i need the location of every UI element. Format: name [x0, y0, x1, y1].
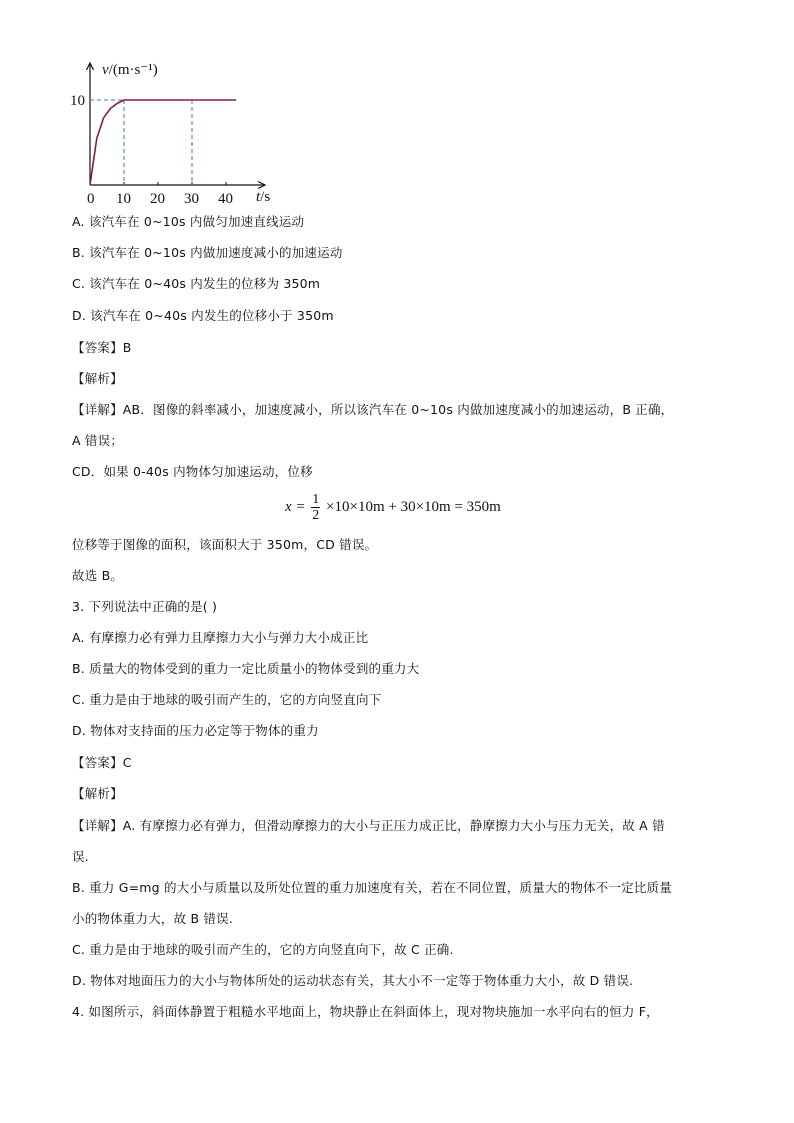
q2-conclusion: 故选 B。 — [72, 568, 124, 583]
q2-option-a: A. 该汽车在 0~10s 内做匀加速直线运动 — [72, 214, 305, 229]
q3-detail-line-3: B. 重力 G=mg 的大小与质量以及所处位置的重力加速度有关，若在不同位置，质量大的物体不一定比质量 — [72, 880, 672, 895]
q2-detail-line-4: 位移等于图像的面积，该面积大于 350m，CD 错误。 — [72, 537, 378, 552]
q2-detail-line-2: A 错误； — [72, 433, 124, 448]
displacement-formula — [285, 492, 501, 523]
x-origin-label: 0 — [87, 191, 95, 205]
x-tick-label-10: 10 — [116, 191, 131, 205]
q3-detail-line-4: 小的物体重力大，故 B 错误. — [72, 911, 233, 926]
x-axis-label: t/s — [256, 189, 271, 205]
x-tick-label-30: 30 — [184, 191, 199, 205]
graph-axes — [87, 63, 266, 189]
q3-detail-line-6: D. 物体对地面压力的大小与物体所处的运动状态有关，其大小不一定等于物体重力大小，故 D 错误. — [72, 973, 634, 988]
q3-answer: 【答案】C — [72, 755, 132, 770]
q3-option-c: C. 重力是由于地球的吸引而产生的，它的方向竖直向下 — [72, 692, 382, 707]
q2-option-d: D. 该汽车在 0~40s 内发生的位移小于 350m — [72, 308, 334, 323]
q3-option-d: D. 物体对支持面的压力必定等于物体的重力 — [72, 723, 319, 738]
q3-analysis-label: 【解析】 — [72, 786, 123, 801]
formula-rhs: ×10×10m + 30×10m = 350m — [326, 498, 501, 515]
q2-analysis-label: 【解析】 — [72, 371, 123, 386]
fraction-numerator: 1 — [312, 492, 320, 507]
q3-option-b: B. 质量大的物体受到的重力一定比质量小的物体受到的重力大 — [72, 661, 420, 676]
y-tick-10: 10 — [70, 93, 85, 109]
q3-detail-line-2: 误. — [72, 849, 89, 864]
q3-detail-line-1: 【详解】A. 有摩擦力必有弹力，但滑动摩擦力的大小与正压力成正比，静摩擦力大小与压力无关，故 A 错 — [72, 818, 665, 833]
y-axis-label: v/(m·s⁻¹) — [102, 62, 158, 78]
graph-guide-lines — [90, 100, 192, 185]
x-tick-label-20: 20 — [150, 191, 165, 205]
q2-detail-line-1: 【详解】AB．图像的斜率减小，加速度减小，所以该汽车在 0~10s 内做加速度减小的加速运动，B 正确， — [72, 402, 674, 417]
q2-option-b: B. 该汽车在 0~10s 内做加速度减小的加速运动 — [72, 245, 343, 260]
formula-fraction — [311, 492, 320, 523]
q3-detail-line-5: C. 重力是由于地球的吸引而产生的，它的方向竖直向下，故 C 正确. — [72, 942, 454, 957]
formula-lhs: x = — [285, 498, 306, 515]
velocity-time-graph — [60, 55, 290, 205]
q2-detail-line-3: CD．如果 0-40s 内物体匀加速运动，位移 — [72, 464, 313, 479]
fraction-denominator: 2 — [312, 508, 320, 523]
q2-option-c: C. 该汽车在 0~40s 内发生的位移为 350m — [72, 276, 321, 291]
x-tick-label-40: 40 — [218, 191, 233, 205]
q3-option-a: A. 有摩擦力必有弹力且摩擦力大小与弹力大小成正比 — [72, 630, 369, 645]
velocity-curve — [90, 100, 236, 185]
q4-stem: 4. 如图所示，斜面体静置于粗糙水平地面上，物块静止在斜面体上，现对物块施加一水平向右的恒力 F， — [72, 1004, 659, 1019]
q3-stem: 3. 下列说法中正确的是( ) — [72, 599, 218, 614]
q2-answer: 【答案】B — [72, 340, 132, 355]
x-tick-labels — [116, 191, 233, 205]
